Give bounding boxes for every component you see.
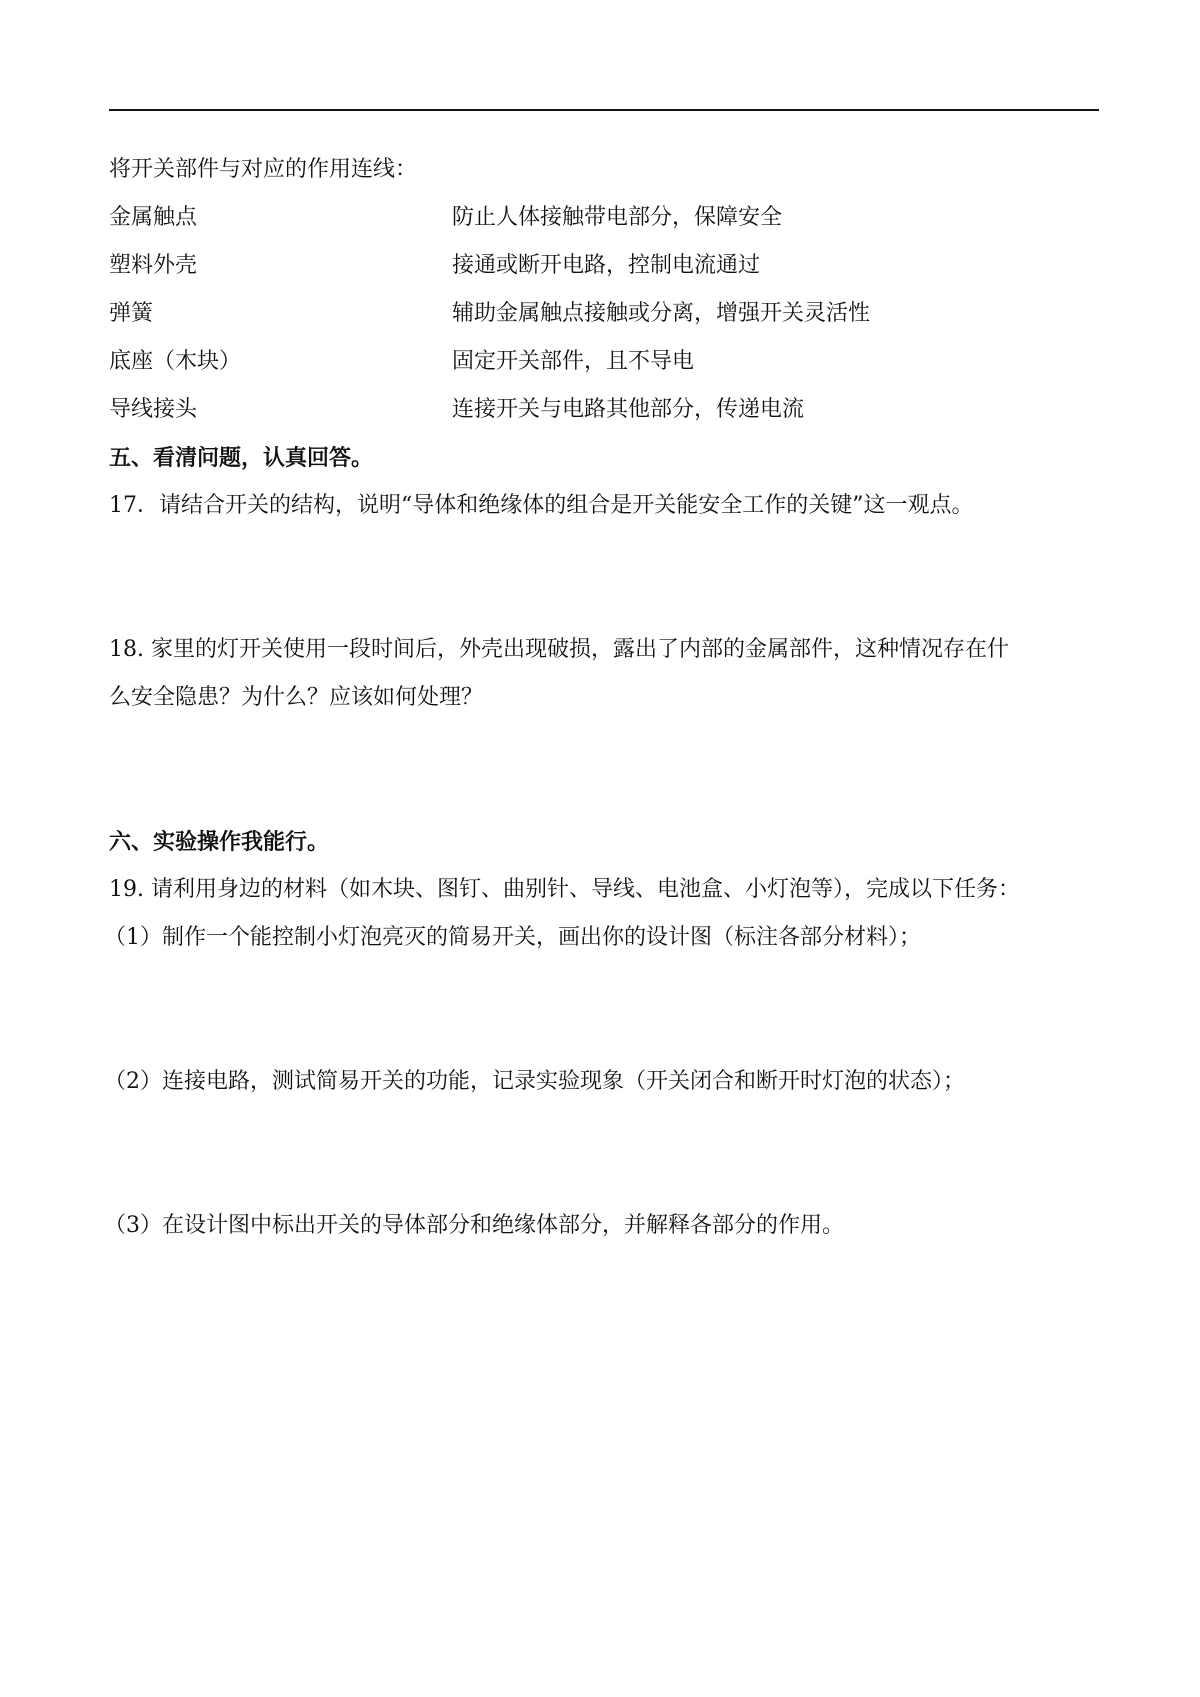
matching-left-item: 底座（木块） — [109, 349, 242, 374]
header-rule — [109, 109, 1099, 111]
matching-left-item: 导线接头 — [109, 397, 198, 422]
section-5-heading: 五、看清问题，认真回答。 — [109, 445, 374, 471]
matching-right-item: 接通或断开电路，控制电流通过 — [452, 253, 761, 278]
question-17: 17．请结合开关的结构，说明“导体和绝缘体的组合是开关能安全工作的关键”这一观点。 — [109, 493, 974, 518]
matching-left-item: 弹簧 — [109, 301, 154, 326]
matching-right-item: 防止人体接触带电部分，保障安全 — [452, 205, 783, 230]
task-3: （3）在设计图中标出开关的导体部分和绝缘体部分，并解释各部分的作用。 — [104, 1213, 844, 1238]
matching-right-item: 连接开关与电路其他部分，传递电流 — [452, 397, 805, 422]
task-2: （2）连接电路，测试简易开关的功能，记录实验现象（开关闭合和断开时灯泡的状态）； — [104, 1069, 966, 1094]
question-18-line-1: 18. 家里的灯开关使用一段时间后，外壳出现破损，露出了内部的金属部件，这种情况存在什 — [109, 637, 1009, 662]
matching-right-item: 辅助金属触点接触或分离，增强开关灵活性 — [452, 301, 871, 326]
matching-left-item: 金属触点 — [109, 205, 198, 230]
task-1: （1）制作一个能控制小灯泡亮灭的简易开关，画出你的设计图（标注各部分材料）； — [104, 925, 921, 950]
matching-left-item: 塑料外壳 — [109, 253, 198, 278]
matching-right-item: 固定开关部件，且不导电 — [452, 349, 695, 374]
matching-instruction: 将开关部件与对应的作用连线： — [109, 157, 418, 182]
section-6-heading: 六、实验操作我能行。 — [109, 829, 330, 855]
question-18-line-2: 么安全隐患？为什么？应该如何处理？ — [109, 685, 484, 710]
question-19: 19. 请利用身边的材料（如木块、图钉、曲别针、导线、电池盒、小灯泡等），完成以下任务： — [109, 877, 1020, 902]
